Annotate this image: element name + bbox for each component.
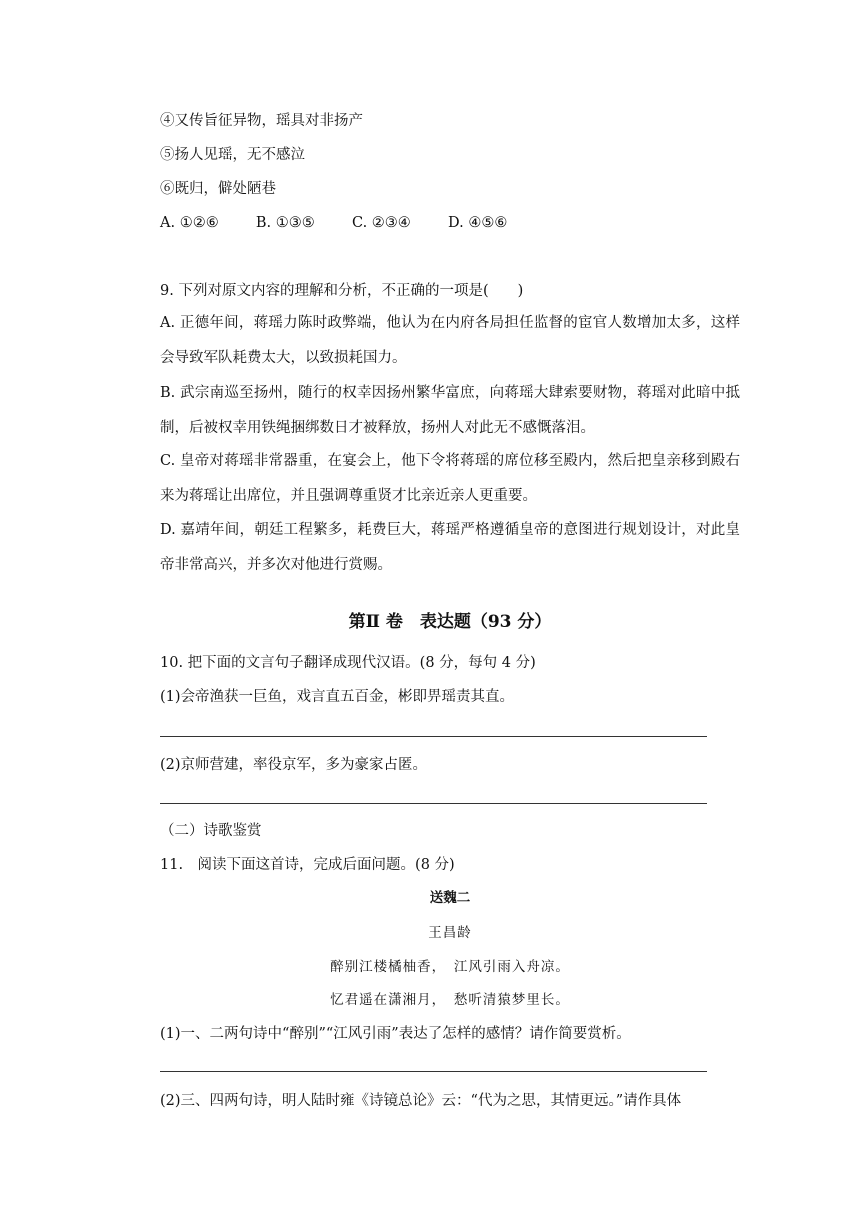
option-d: D. ④⑤⑥: [448, 215, 508, 231]
poem-author: 王昌龄: [428, 925, 472, 941]
poem-verse-2: 忆君遥在潇湘月， 愁听清猿梦里长。: [330, 992, 570, 1008]
question-9-option-c: C. 皇帝对蒋瑶非常器重，在宴会上，他下令将蒋瑶的席位移至殿内，然后把皇亲移到殿右来为蒋瑶让出席位，并且强调尊重贤才比亲近亲人更重要。: [160, 453, 740, 504]
poem-verse-1: 醉别江楼橘柚香， 江风引雨入舟凉。: [330, 959, 570, 975]
question-9-option-d: D. 嘉靖年间，朝廷工程繁多，耗费巨大，蒋瑶严格遵循皇帝的意图进行规划设计，对此皇帝非常高兴，并多次对他进行赏赐。: [160, 522, 740, 573]
poetry-section-label: （二）诗歌鉴赏: [160, 823, 262, 839]
option-c: C. ②③④: [352, 215, 411, 231]
choice-item-5: ⑤扬人见瑶，无不感泣: [160, 147, 305, 163]
question-9-option-b: B. 武宗南巡至扬州，随行的权幸因扬州繁华富庶，向蒋瑶大肆索要财物，蒋瑶对此暗中抵制，后被权幸用铁绳捆绑数日才被释放，扬州人对此无不感慨落泪。: [160, 385, 740, 436]
choice-item-4: ④又传旨征异物，瑶具对非扬产: [160, 113, 363, 129]
question-11-part-1: (1)一、二两句诗中“醉别”“江风引雨”表达了怎样的感情？请作简要赏析。: [160, 1026, 631, 1042]
question-11-part-2: (2)三、四两句诗，明人陆时雍《诗镜总论》云：“代为之思，其情更远。”请作具体: [160, 1093, 682, 1109]
answer-line: [160, 1071, 707, 1072]
choice-item-6: ⑥既归，僻处陋巷: [160, 181, 276, 197]
question-9-option-a: A. 正德年间，蒋瑶力陈时政弊端，他认为在内府各局担任监督的宦官人数增加太多，这样会导致军队耗费太大，以致损耗国力。: [160, 315, 740, 366]
answer-options: [160, 213, 507, 233]
option-a: A. ①②⑥: [160, 215, 219, 231]
question-11-stem: 11. 阅读下面这首诗，完成后面问题。(8 分): [160, 857, 455, 873]
option-b: B. ①③⑤: [255, 215, 315, 231]
poem-title: 送魏二: [429, 890, 471, 906]
question-9-stem: 9. 下列对原文内容的理解和分析，不正确的一项是( ): [160, 283, 524, 299]
section-2-heading: 第Ⅱ 卷 表达题（93 分）: [348, 612, 552, 632]
question-10-sentence-1: (1)会帝渔获一巨鱼，戏言直五百金，彬即畀瑶责其直。: [160, 689, 515, 705]
answer-line: [160, 803, 707, 804]
question-10-sentence-2: (2)京师营建，率役京军，多为豪家占匿。: [160, 757, 428, 773]
answer-line: [160, 736, 707, 737]
question-10-stem: 10. 把下面的文言句子翻译成现代汉语。(8 分，每句 4 分): [160, 655, 536, 671]
